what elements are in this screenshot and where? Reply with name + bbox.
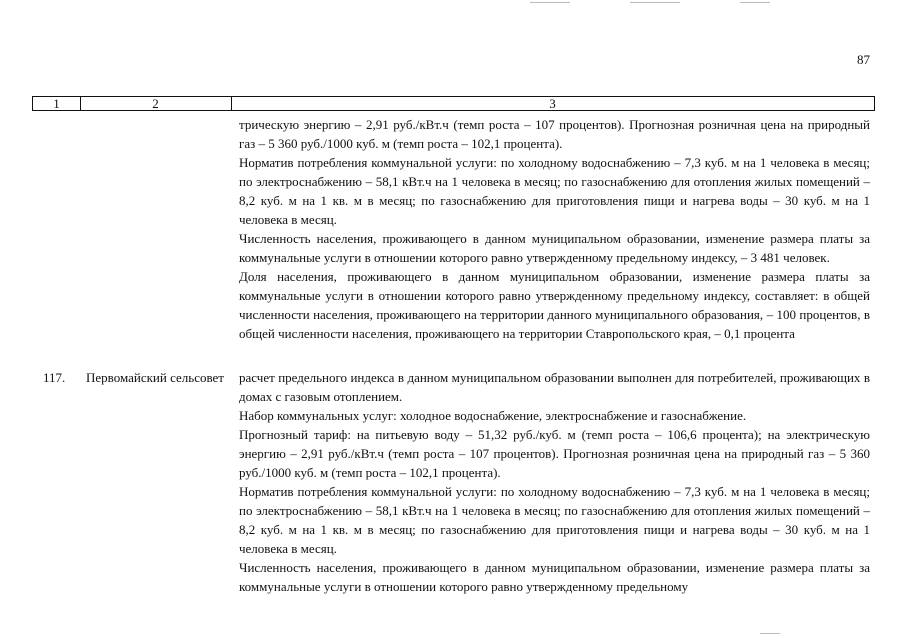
paragraph: Набор коммунальных услуг: холодное водоснабжение, электроснабжение и газоснабжение.: [239, 408, 747, 423]
entry-number: 117.: [43, 370, 66, 385]
paragraph: Норматив потребления коммунальной услуги: по холодному водоснабжению – 7,3 куб. м на 1 человека в месяц; по электроснабжению – 58,1 кВт.ч на 1 человека в месяц; по газоснабжению для отопления жилых помещений – 8,2 куб. м на 1 кв. м в месяц; по газоснабжению для приготовления пищи и нагрева воды – 30 куб. м на 1 человека в месяц.: [239, 155, 870, 227]
scan-artifact: [740, 2, 770, 3]
page-number: 87: [857, 52, 870, 67]
scan-artifact: [630, 2, 680, 3]
continued-text-block: [239, 115, 870, 343]
paragraph: Численность населения, проживающего в данном муниципальном образовании, изменение размера платы за коммунальные услуги в отношении которого равно утвержденному предельному: [239, 560, 870, 594]
paragraph: Прогнозный тариф: на питьевую воду – 51,32 руб./куб. м (темп роста – 106,6 процента); на электрическую энергию – 2,91 руб./кВт.ч (темп роста – 107 процентов). Прогнозная розничная цена на природный газ – 5 360 руб./1000 куб. м (темп роста – 102,1 процента).: [239, 427, 870, 480]
header-col-1: 1: [33, 97, 81, 110]
paragraph: Численность населения, проживающего в данном муниципальном образовании, изменение размера платы за коммунальные услуги в отношении которого равно утвержденному предельному индексу, – 3 481 человек.: [239, 231, 870, 265]
scan-artifact: [760, 633, 780, 634]
header-col-3: 3: [549, 96, 556, 111]
paragraph: Норматив потребления коммунальной услуги: по холодному водоснабжению – 7,3 куб. м на 1 человека в месяц; по электроснабжению – 58,1 кВт.ч на 1 человека в месяц; по газоснабжению для отопления жилых помещений – 8,2 куб. м на 1 кв. м в месяц; по газоснабжению для приготовления пищи и нагрева воды – 30 куб. м на 1 человека в месяц.: [239, 484, 870, 556]
entry-name: Первомайский сельсовет: [86, 370, 224, 385]
scan-artifact: [530, 2, 570, 3]
table-header-row: [32, 96, 875, 111]
paragraph: трическую энергию – 2,91 руб./кВт.ч (темп роста – 107 процентов). Прогнозная розничная цена на природный газ – 5 360 руб./1000 куб. м (темп роста – 102,1 процента).: [239, 117, 870, 151]
paragraph: Доля населения, проживающего в данном муниципальном образовании, изменение размера платы за коммунальные услуги в отношении которого равно утвержденному предельному индексу, составляет: в общей численности населения, проживающего на территории данного муниципального образования, – 100 процентов, в общей численности населения, проживающего на территории Ставропольского края, – 0,1 процента: [239, 269, 870, 341]
entry-text-block: [239, 368, 870, 596]
header-col-2: 2: [80, 97, 232, 110]
paragraph: расчет предельного индекса в данном муниципальном образовании выполнен для потребителей, проживающих в домах с газовым отоплением.: [239, 370, 870, 404]
